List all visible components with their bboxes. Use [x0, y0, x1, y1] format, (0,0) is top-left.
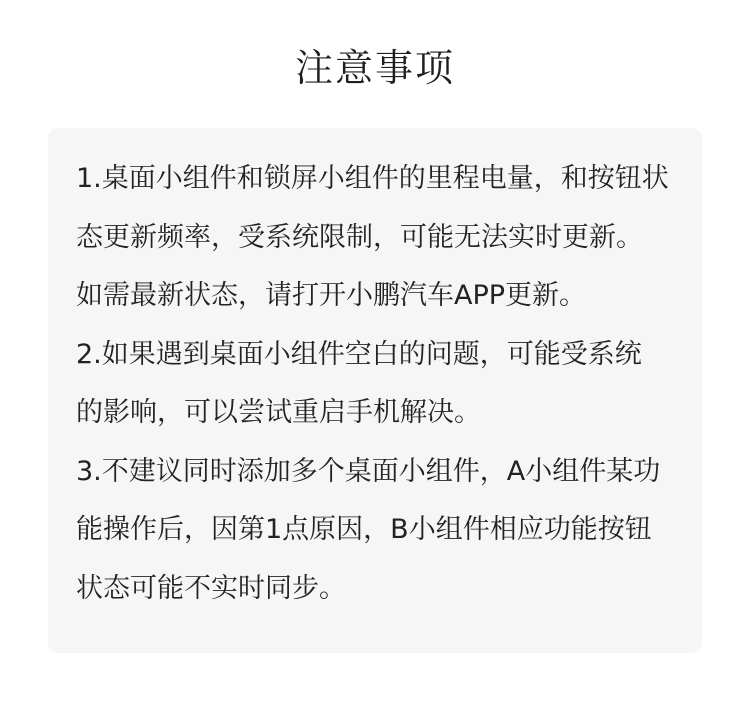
- note-line: 2.如果遇到桌面小组件空白的问题，可能受系统: [76, 338, 642, 370]
- note-line: 状态可能不实时同步。: [76, 572, 346, 604]
- note-line: 3.不建议同时添加多个桌面小组件，A小组件某功: [76, 455, 661, 487]
- note-line: 能操作后，因第1点原因，B小组件相应功能按钮: [76, 514, 652, 545]
- page-title: 注意事项: [294, 46, 455, 90]
- note-line: 1.桌面小组件和锁屏小组件的里程电量，和按钮状: [76, 163, 669, 194]
- note-line: 如需最新状态，请打开小鹏汽车APP更新。: [76, 280, 587, 311]
- note-line: 的影响，可以尝试重启手机解决。: [76, 397, 481, 428]
- notes-card: [48, 128, 702, 653]
- note-line: 态更新频率，受系统限制，可能无法实时更新。: [76, 221, 643, 253]
